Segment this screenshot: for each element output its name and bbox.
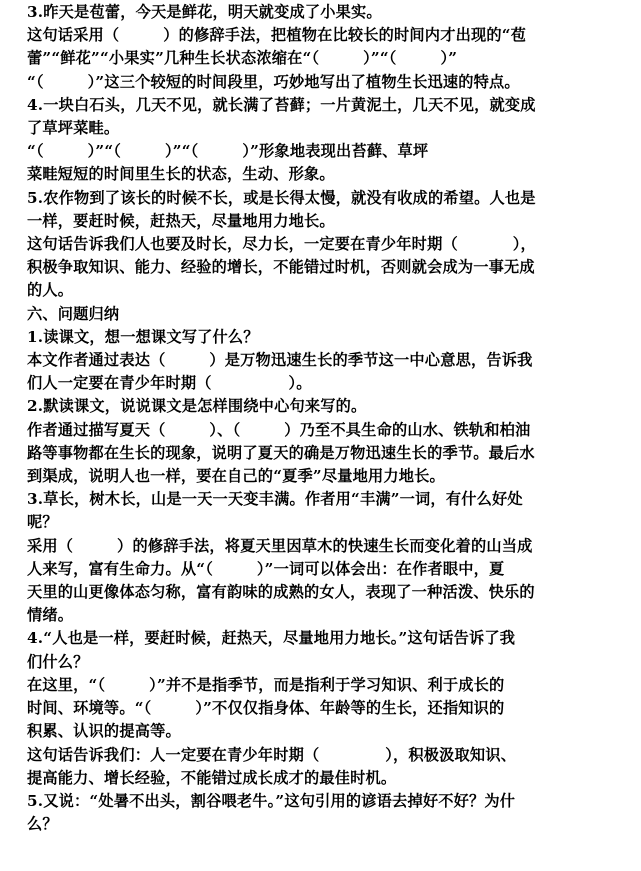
summary-q4-line-1: 4.“人也是一样，要赶时候，赶热天，尽量地用力地长。”这句话告诉了我 [27,629,516,648]
question-5-line-2: 一样，要赶时候，赶热天，尽量地用力地长。 [27,211,335,230]
summary-a2-line-2: 路等事物都在生长的现象，说明了夏天的确是万物迅速生长的季节。最后水 [27,443,535,462]
summary-a4-line-5: 提高能力、增长经验，不能错过成长成才的最佳时机。 [27,768,397,787]
summary-a2-line-1: 作者通过描写夏天（ ）、（ ）乃至不具生命的山水、铁轨和柏油 [27,420,531,439]
summary-q2: 2.默读课文，说说课文是怎样围绕中心句来写的。 [27,397,367,416]
summary-q5-line-1: 5.又说：“处暑不出头，割谷喂老牛。”这句引用的谚语去掉好不好？为什 [27,791,516,810]
summary-q5-line-2: 么？ [27,815,58,834]
answer-4-line-1: “（ ）”“（ ）”“（ ）”形象地表现出苔藓、草坪 [27,142,429,161]
answer-3-line-1: 这句话采用（ ）的修辞手法，把植物在比较长的时间内才出现的“苞 [27,26,527,45]
answer-5-line-2: 积极争取知识、能力、经验的增长，不能错过时机，否则就会成为一事无成 [27,258,535,277]
summary-a3-line-1: 采用（ ）的修辞手法，将夏天里因草木的快速生长而变化着的山当成 [27,536,533,555]
summary-a4-line-3: 积累、认识的提高等。 [27,722,181,741]
answer-3-line-3: “（ ）”这三个较短的时间段里，巧妙地写出了植物生长迅速的特点。 [27,72,520,91]
question-3-line-1: 3.昨天是苞蕾，今天是鲜花，明天就变成了小果实。 [27,3,382,21]
summary-q3-line-2: 呢？ [27,513,58,532]
answer-5-line-1: 这句话告诉我们人也要及时长，尽力长，一定要在青少年时期（ ）， [27,235,536,254]
summary-a3-line-3: 天里的山更像体态匀称，富有韵味的成熟的女人，表现了一种活泼、快乐的 [27,583,535,602]
question-5-line-1: 5.农作物到了该长的时候不长，或是长得太慢，就没有收成的希望。人也是 [27,188,536,207]
summary-a4-line-2: 时间、环境等。“（ ）”不仅仅指身体、年龄等的生长，还指知识的 [27,699,505,718]
summary-a3-line-4: 情绪。 [27,606,74,625]
summary-q3-line-1: 3.草长，树木长，山是一天一天变丰满。作者用“丰满”一词，有什么好处 [27,490,523,509]
summary-q4-line-2: 们什么？ [27,652,89,671]
summary-a1-line-2: 们人一定要在青少年时期（ ）。 [27,374,312,393]
summary-a2-line-3: 到渠成，说明人也一样，要在自己的“夏季”尽量地用力地长。 [27,467,445,486]
question-4-line-2: 了草坪菜畦。 [27,119,120,138]
question-4-line-1: 4.一块白石头，几天不见，就长满了苔藓；一片黄泥土，几天不见，就变成 [27,95,536,114]
summary-a4-line-4: 这句话告诉我们：人一定要在青少年时期（ ），积极汲取知识、 [27,745,517,764]
summary-q1: 1.读课文，想一想课文写了什么？ [27,327,259,346]
summary-a3-line-2: 人来写，富有生命力。从“（ ）”一词可以体会出：在作者眼中，夏 [27,559,505,578]
answer-3-line-2: 蕾”“鲜花”“小果实”几种生长状态浓缩在“（ ）”“（ ）” [27,49,458,68]
answer-5-line-3: 的人。 [27,281,74,300]
answer-4-line-2: 菜畦短短的时间里生长的状态，生动、形象。 [27,165,335,184]
summary-a4-line-1: 在这里，“（ ）”并不是指季节，而是指利于学习知识、利于成长的 [27,675,505,694]
summary-a1-line-1: 本文作者通过表达（ ）是万物迅速生长的季节这一中心意思，告诉我 [27,351,533,370]
section-heading-6: 六、问题归纳 [27,304,120,323]
